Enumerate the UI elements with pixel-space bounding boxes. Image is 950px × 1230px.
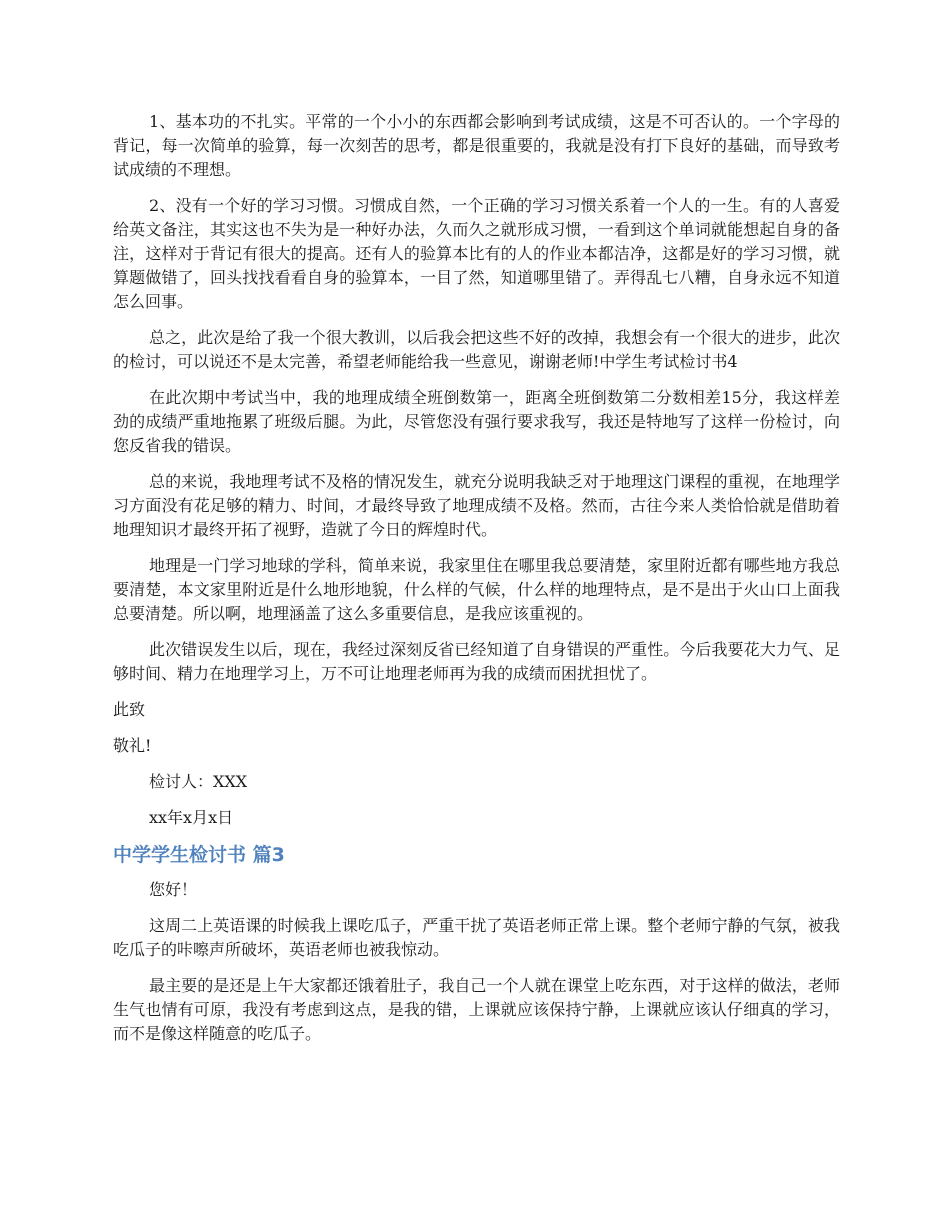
document-body — [113, 110, 840, 1058]
date-line: xx年x月x日 — [149, 808, 234, 827]
paragraph-english-class: 这周二上英语课的时候我上课吃瓜子，严重干扰了英语老师正常上课。整个老师宁静的气氛，被我吃瓜子的咔嚓声所破坏，英语老师也被我惊动。 — [113, 916, 840, 959]
greeting-line: 您好！ — [149, 880, 198, 899]
paragraph-reflection: 此次错误发生以后，现在，我经过深刻反省已经知道了自身错误的严重性。今后我要花大力气、足够时间、精力在地理学习上，万不可让地理老师再为我的成绩而困扰担忧了。 — [113, 640, 840, 683]
paragraph-geography-neglect: 总的来说，我地理考试不及格的情况发生，就充分说明我缺乏对于地理这门课程的重视，在地理学习方面没有花足够的精力、时间，才最终导致了地理成绩不及格。然而，古往今来人类恰恰就是借助着地理知识才最终开拓了视野，造就了今日的辉煌时代。 — [113, 472, 840, 539]
paragraph-summary: 总之，此次是给了我一个很大教训，以后我会把这些不好的改掉，我想会有一个很大的进步，此次的检讨，可以说还不是太完善，希望老师能给我一些意见，谢谢老师!中学生考试检讨书4 — [113, 328, 840, 371]
salutation-line2: 敬礼! — [113, 736, 152, 755]
paragraph-study-habits: 2、没有一个好的学习习惯。习惯成自然，一个正确的学习习惯关系着一个人的一生。有的人喜爱给英文备注，其实这也不失为是一种好办法，久而久之就形成习惯，一看到这个单词就能想起自身的备注，这样对于背记有很大的提高。还有人的验算本比有的人的作业本都洁净，这都是好的学习习惯，就算题做错了，回头找找看看自身的验算本，一目了然，知道哪里错了。弄得乱七八糟，自身永远不知道怎么回事。 — [113, 196, 840, 311]
section-heading: 中学学生检讨书 篇3 — [113, 844, 285, 866]
paragraph-geography-score: 在此次期中考试当中，我的地理成绩全班倒数第一，距离全班倒数第二分数相差15分，我这样差劲的成绩严重地拖累了班级后腿。为此，尽管您没有强行要求我写，我还是特地写了这样一份检讨，向您反省我的错误。 — [113, 388, 840, 455]
salutation-line1: 此致 — [113, 700, 146, 719]
paragraph-geography-importance: 地理是一门学习地球的学科，简单来说，我家里住在哪里我总要清楚，家里附近都有哪些地方我总要清楚，本文家里附近是什么地形地貌，什么样的气候，什么样的地理特点，是不是出于火山口上面我总要清楚。所以啊，地理涵盖了这么多重要信息，是我应该重视的。 — [113, 556, 840, 623]
paragraph-main-reason: 最主要的是还是上午大家都还饿着肚子，我自己一个人就在课堂上吃东西，对于这样的做法，老师生气也情有可原，我没有考虑到这点，是我的错，上课就应该保持宁静，上课就应该认仔细真的学习，而不是像这样随意的吃瓜子。 — [113, 976, 840, 1043]
author-line: 检讨人：XXX — [149, 772, 248, 791]
paragraph-basic-skills: 1、基本功的不扎实。平常的一个小小的东西都会影响到考试成绩，这是不可否认的。一个字母的背记，每一次简单的验算，每一次刻苦的思考，都是很重要的，我就是没有打下良好的基础，而导致考试成绩的不理想。 — [113, 112, 840, 179]
